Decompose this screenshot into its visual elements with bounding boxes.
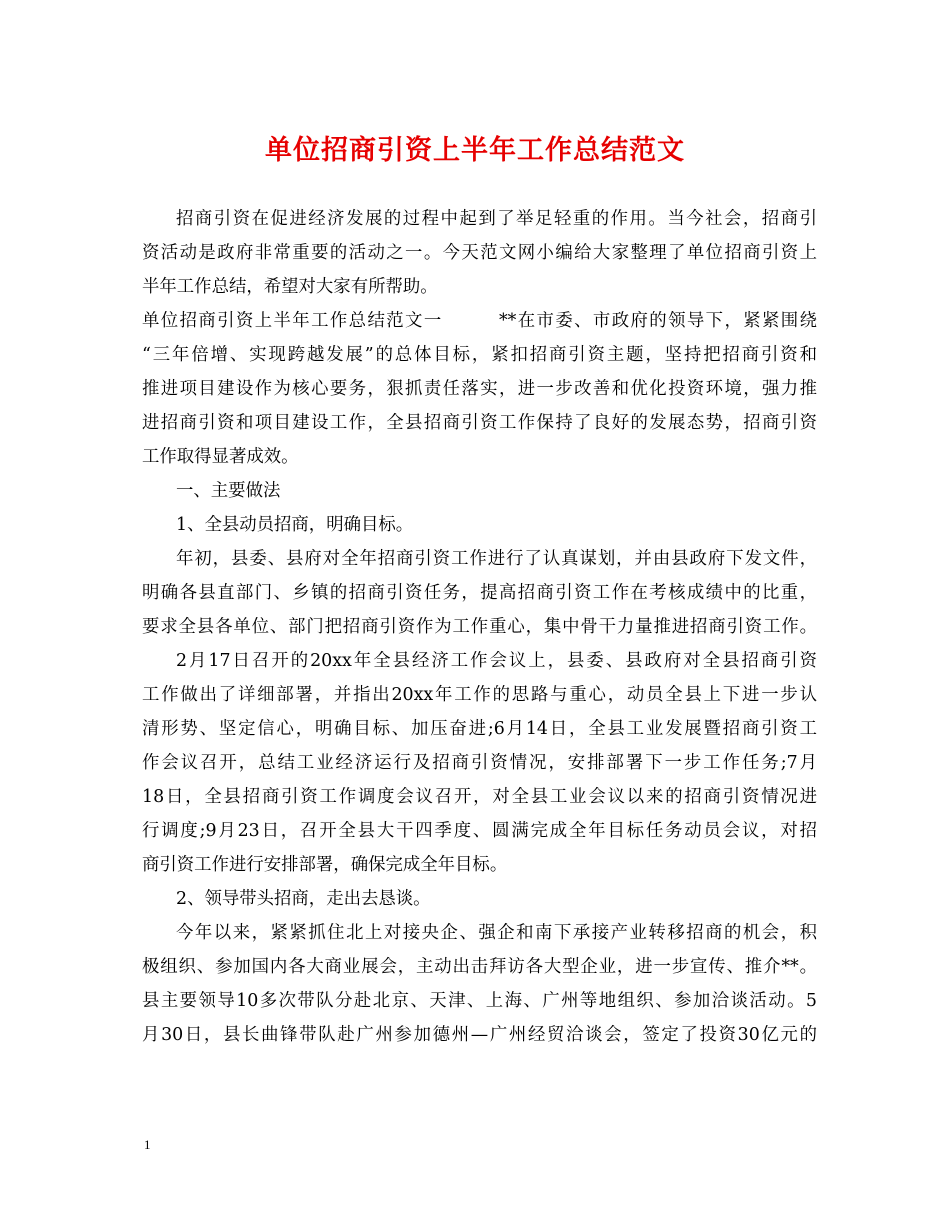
body-line: 18日，全县招商引资工作调度会议召开，对全县工业会议以来的招商引资情况进 — [142, 787, 817, 807]
page-number: 1 — [144, 1137, 151, 1152]
body-line: 行调度;9月23日，召开全县大干四季度、圆满完成全年目标任务动员会议，对招 — [142, 821, 817, 841]
body-line: 2月17日召开的20xx年全县经济工作会议上，县委、县政府对全县招商引资 — [176, 651, 817, 671]
document-title: 单位招商引资上半年工作总结范文 — [265, 135, 685, 166]
body-line: 工作做出了详细部署，并指出20xx年工作的思路与重心，动员全县上下进一步认 — [142, 685, 817, 705]
body-line: 工作取得显著成效。 — [142, 447, 299, 467]
body-line: 商引资工作进行安排部署，确保完成全年目标。 — [142, 855, 508, 875]
body-line: 单位招商引资上半年工作总结范文一 **在市委、市政府的领导下，紧紧围绕 — [142, 311, 817, 331]
body-line: 县主要领导10多次带队分赴北京、天津、上海、广州等地组织、参加洽谈活动。5 — [142, 991, 817, 1011]
body-line: “三年倍增、实现跨越发展”的总体目标，紧扣招商引资主题，坚持把招商引资和 — [142, 345, 817, 365]
body-line: 半年工作总结，希望对大家有所帮助。 — [142, 277, 438, 297]
body-line: 要求全县各单位、部门把招商引资作为工作重心，集中骨干力量推进招商引资工作。 — [142, 617, 817, 637]
body-line: 清形势、坚定信心，明确目标、加压奋进;6月14日，全县工业发展暨招商引资工 — [142, 719, 817, 739]
body-line: 进招商引资和项目建设工作，全县招商引资工作保持了良好的发展态势，招商引资 — [142, 413, 817, 433]
body-line: 推进项目建设作为核心要务，狠抓责任落实，进一步改善和优化投资环境，强力推 — [142, 379, 817, 399]
section-heading: 一、主要做法 — [176, 481, 281, 501]
body-line: 年初，县委、县府对全年招商引资工作进行了认真谋划，并由县政府下发文件， — [176, 549, 817, 569]
subsection-heading: 1、全县动员招商，明确目标。 — [176, 515, 414, 535]
body-line: 今年以来，紧紧抓住北上对接央企、强企和南下承接产业转移招商的机会，积 — [176, 923, 817, 943]
body-line: 资活动是政府非常重要的活动之一。今天范文网小编给大家整理了单位招商引资上 — [142, 243, 817, 263]
body-line: 作会议召开，总结工业经济运行及招商引资情况，安排部署下一步工作任务;7月 — [142, 753, 817, 773]
body-line: 极组织、参加国内各大商业展会，主动出击拜访各大型企业，进一步宣传、推介**。 — [142, 957, 817, 977]
subsection-heading: 2、领导带头招商，走出去恳谈。 — [176, 889, 431, 909]
body-line: 月30日，县长曲锋带队赴广州参加德州—广州经贸洽谈会，签定了投资30亿元的 — [142, 1025, 817, 1045]
body-line: 招商引资在促进经济发展的过程中起到了举足轻重的作用。当今社会，招商引 — [176, 209, 817, 229]
body-line: 明确各县直部门、乡镇的招商引资任务，提高招商引资工作在考核成绩中的比重， — [142, 583, 817, 603]
